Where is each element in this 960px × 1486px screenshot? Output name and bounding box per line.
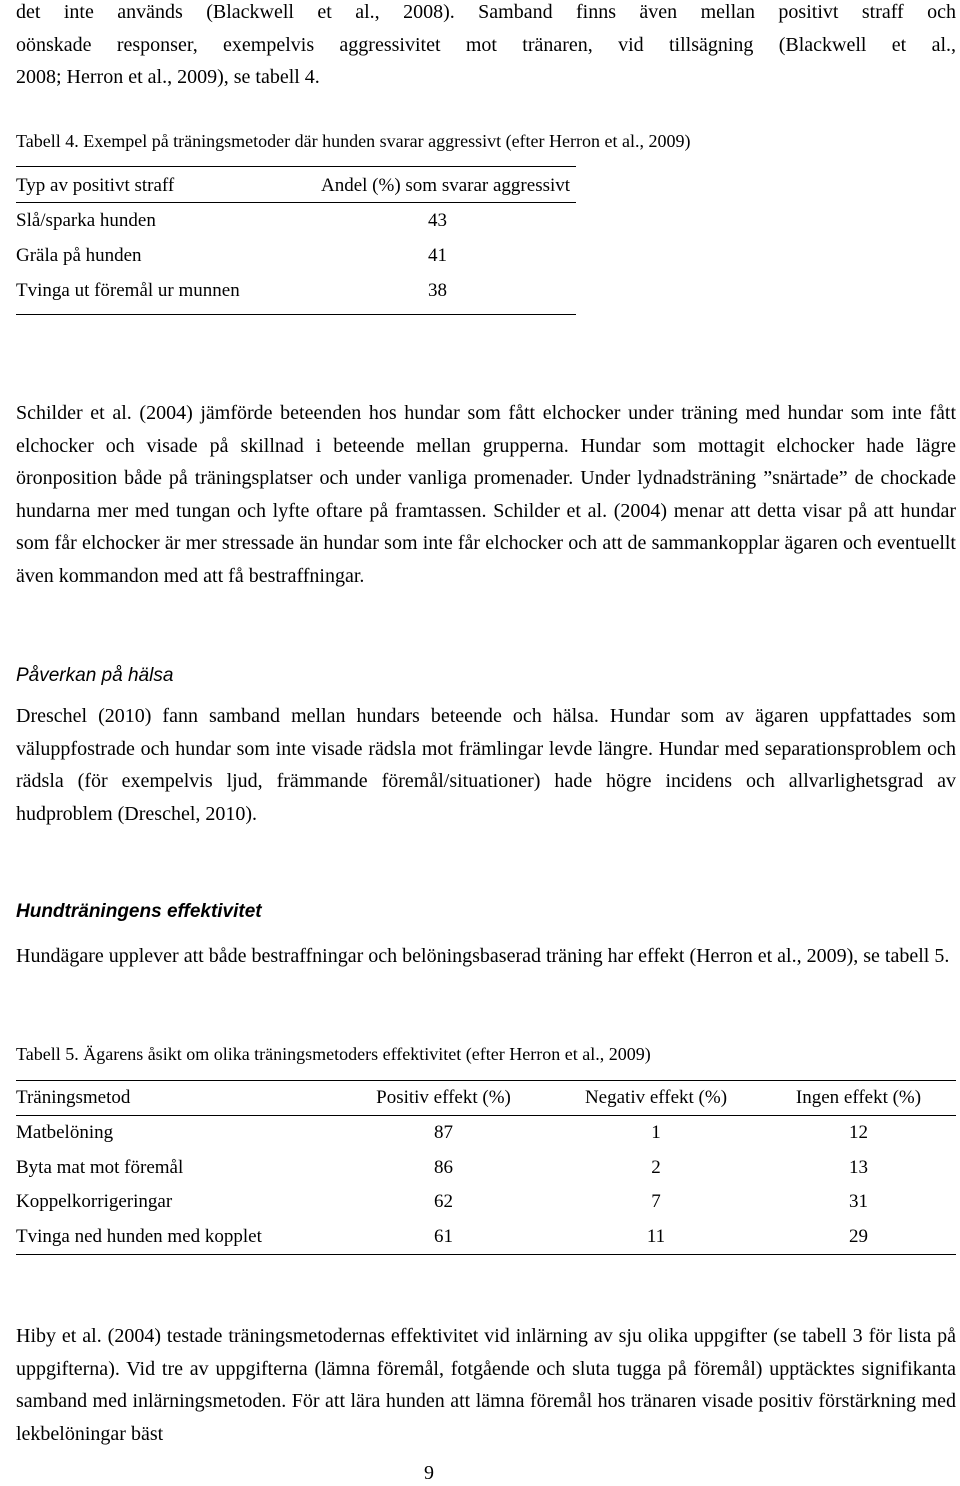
- table4-caption: Tabell 4. Exempel på träningsmetoder där hunden svarar aggressivt (efter Herron et al., 2009): [16, 131, 691, 151]
- table5-cell-positive: 86: [434, 1156, 453, 1178]
- table5-cell-method: Matbelöning: [16, 1122, 114, 1144]
- intro-line-3: 2008; Herron et al., 2009), se tabell 4.: [16, 66, 320, 89]
- table5-cell-method: Tvinga ned hunden med kopplet: [16, 1220, 336, 1255]
- table5-cell-positive: 62: [434, 1191, 453, 1213]
- intro-paragraph: [16, 0, 956, 94]
- table4-header-row: [16, 167, 576, 203]
- heading-halsa: Påverkan på hälsa: [16, 665, 174, 686]
- table4-cell-method: Tvinga ut föremål ur munnen: [16, 273, 321, 315]
- table4-cell-value: 38: [321, 273, 576, 315]
- table4-header-share: Andel (%) som svarar aggressivt: [321, 167, 576, 203]
- table5-cell-negative: 11: [551, 1220, 761, 1255]
- intro-line-1: det inte används (Blackwell et al., 2008). Samband finns även mellan positivt straff och: [16, 1, 956, 23]
- table5-caption: Tabell 5. Ägarens åsikt om olika träningsmetoders effektivitet (efter Herron et al., 2009): [16, 1044, 651, 1064]
- table4-cell-method: Gräla på hunden: [16, 244, 142, 266]
- table5-cell-negative: 1: [651, 1122, 661, 1144]
- table5-cell-none: 12: [849, 1122, 868, 1144]
- dreschel-paragraph: Dreschel (2010) fann samband mellan hundars beteende och hälsa. Hundar som av ägaren uppfattades som väluppfostrade och hundar som inte visade rädsla mot främlingar levde längre. Hundar med separationsproblem och rädsla (för exempelvis ljud, främmande föremål/situationer) hade högre incidens och allvarlighetsgrad av hudproblem (Dreschel, 2010).: [16, 705, 956, 825]
- table5-cell-method: Byta mat mot föremål: [16, 1156, 184, 1178]
- heading-effektivitet: Hundträningens effektivitet: [16, 901, 262, 922]
- table5-header-row: [16, 1081, 956, 1116]
- table-row: [16, 203, 576, 239]
- table4-cell-method: Slå/sparka hunden: [16, 209, 156, 231]
- table-row: [16, 1185, 956, 1220]
- page-number: 9: [424, 1462, 434, 1484]
- table4: [16, 166, 576, 315]
- table5: [16, 1080, 956, 1255]
- table-row: [16, 273, 576, 315]
- hiby-paragraph: Hiby et al. (2004) testade träningsmetodernas effektivitet vid inlärning av sju olika uppgifter (se tabell 3 för lista på uppgifterna). Vid tre av uppgifterna (lämna föremål, fotgående och sluta tugga på föremål) upptäcktes signifikanta samband med inlärningsmetoden. För att lära hunden att lämna föremål hos tränaren visade positiv förstärkning med lekbelöningar bäst: [16, 1325, 956, 1445]
- schilder-paragraph: Schilder et al. (2004) jämförde beteenden hos hundar som fått elchocker under träning med hundar som inte fått elchocker och visade på skillnad i beteende mellan grupperna. Hundar som mottagit elchocker hade lägre öronposition både på träningsplatser och under vanliga promenader. Under lydnadsträning ”snärtade” de chockade hundarna mer med tungan och lyfte oftare på framtassen. Schilder et al. (2004) menar att detta visar på att hundar som får elchocker är mer stressade än hundar som inte får elchocker och att de sammankopplar ägaren och eventuellt även kommandon med att få bestraffningar.: [16, 402, 956, 587]
- table5-cell-none: 31: [849, 1191, 868, 1213]
- table5-cell-positive: 61: [336, 1220, 551, 1255]
- table5-header-method: Träningsmetod: [16, 1081, 336, 1116]
- table5-header-positive: Positiv effekt (%): [336, 1081, 551, 1116]
- table-row: [16, 1220, 956, 1255]
- table4-header-method: Typ av positivt straff: [16, 167, 321, 203]
- table5-cell-negative: 2: [651, 1156, 661, 1178]
- table-row: [16, 1151, 956, 1186]
- table5-cell-negative: 7: [651, 1191, 661, 1213]
- table4-cell-value: 41: [428, 244, 447, 266]
- table5-cell-method: Koppelkorrigeringar: [16, 1191, 173, 1213]
- table5-header-none: Ingen effekt (%): [761, 1081, 956, 1116]
- table5-cell-none: 13: [849, 1156, 868, 1178]
- herron-paragraph: Hundägare upplever att både bestraffningar och belöningsbaserad träning har effekt (Herron et al., 2009), se tabell 5.: [16, 945, 950, 967]
- table5-cell-none: 29: [761, 1220, 956, 1255]
- table5-header-negative: Negativ effekt (%): [551, 1081, 761, 1116]
- table-row: [16, 1116, 956, 1151]
- intro-line-2: oönskade responser, exempelvis aggressivitet mot tränaren, vid tillsägning (Blackwell et al.,: [16, 33, 956, 56]
- table4-cell-value: 43: [428, 209, 447, 231]
- table5-cell-positive: 87: [434, 1122, 453, 1144]
- table-row: [16, 238, 576, 273]
